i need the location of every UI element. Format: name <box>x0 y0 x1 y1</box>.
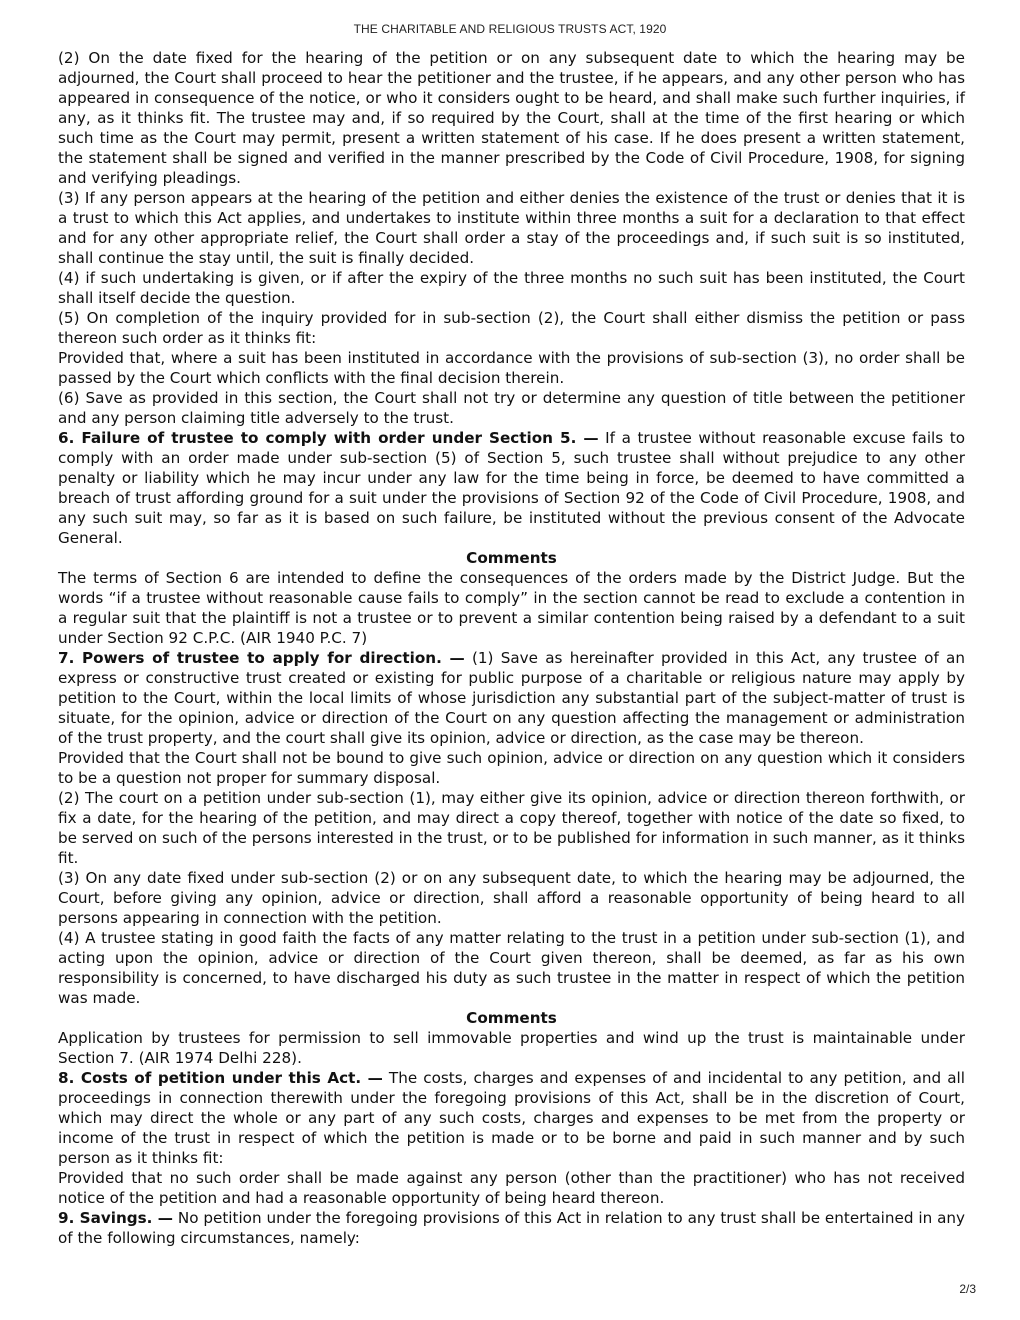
comments-heading: Comments <box>466 1009 557 1027</box>
section-paragraph <box>58 1068 965 1168</box>
section-paragraph <box>58 648 965 748</box>
section-text: (1) Save as hereinafter provided in this Act, any trustee of an express or constructive trust created or existing for public purpose of a charitable or religious nature may apply by petition to the Court, within the local limits of whose jurisdiction any substantial part of the subject-matter of trust is situate, for the opinion, advice or direction of the Court on any question affecting the management or administration of the trust property, and the court shall give its opinion, advice or direction, as the case may be thereon. <box>58 649 965 747</box>
paragraph: (5) On completion of the inquiry provided for in sub-section (2), the Court shall either dismiss the petition or pass thereon such order as it thinks fit: <box>58 309 965 347</box>
paragraph: (2) On the date fixed for the hearing of the petition or on any subsequent date to which the hearing may be adjourned, the Court shall proceed to hear the petitioner and the trustee, if he appears, and any other person who has appeared in consequence of the notice, or who it considers ought to be heard, and shall make such further inquiries, if any, as it thinks fit. The trustee may and, if so required by the Court, shall at the time of the first hearing or which such time as the Court may permit, present a written statement of his case. If he does present a written statement, the statement shall be signed and verified in the manner prescribed by the Code of Civil Procedure, 1908, for signing and verifying pleadings. <box>58 49 965 187</box>
paragraph: Provided that, where a suit has been instituted in accordance with the provisions of sub-section (3), no order shall be passed by the Court which conflicts with the final decision therein. <box>58 349 965 387</box>
paragraph: (4) A trustee stating in good faith the facts of any matter relating to the trust in a petition under sub-section (1), and acting upon the opinion, advice or direction of the Court given thereon, shall be deemed, as far as his own responsibility is concerned, to have discharged his duty as such trustee in the matter in respect of which the petition was made. <box>58 929 965 1007</box>
section-heading: 7. Powers of trustee to apply for direction. — <box>58 649 465 667</box>
paragraph: (4) if such undertaking is given, or if after the expiry of the three months no such suit has been instituted, the Court shall itself decide the question. <box>58 269 965 307</box>
paragraph: (3) On any date fixed under sub-section (2) or on any subsequent date, to which the hearing may be adjourned, the Court, before giving any opinion, advice or direction, shall afford a reasonable opportunity of being heard to all persons appearing in connection with the petition. <box>58 869 965 927</box>
paragraph: The terms of Section 6 are intended to define the consequences of the orders made by the District Judge. But the words “if a trustee without reasonable cause fails to comply” in the section cannot be read to exclude a contention in a regular suit that the plaintiff is not a trustee or to prevent a similar contention being raised by a defendant to a suit under Section 92 C.P.C. (AIR 1940 P.C. 7) <box>58 569 965 647</box>
section-paragraph <box>58 428 965 548</box>
section-heading: 6. Failure of trustee to comply with order under Section 5. — <box>58 429 599 447</box>
page-number: 2/3 <box>959 1282 976 1296</box>
section-heading: 8. Costs of petition under this Act. — <box>58 1069 383 1087</box>
paragraph: Provided that the Court shall not be bound to give such opinion, advice or direction on any question which it considers to be a question not proper for summary disposal. <box>58 749 965 787</box>
section-text: The costs, charges and expenses of and incidental to any petition, and all proceedings in connection therewith under the foregoing provisions of this Act, shall be in the discretion of Court, which may direct the whole or any part of any such costs, charges and expenses to be met from the property or income of the trust in respect of which the petition is made or to be borne and paid in such manner and by such person as it thinks fit: <box>58 1069 965 1167</box>
section-paragraph <box>58 1208 965 1248</box>
comments-heading: Comments <box>466 549 557 567</box>
document-body <box>58 48 965 1248</box>
paragraph: Application by trustees for permission to sell immovable properties and wind up the trust is maintainable under Section 7. (AIR 1974 Delhi 228). <box>58 1029 965 1067</box>
paragraph: (6) Save as provided in this section, the Court shall not try or determine any question of title between the petitioner and any person claiming title adversely to the trust. <box>58 389 965 427</box>
section-text: If a trustee without reasonable excuse fails to comply with an order made under sub-section (5) of Section 5, such trustee shall without prejudice to any other penalty or liability which he may incur under any law for the time being in force, be deemed to have committed a breach of trust affording ground for a suit under the provisions of Section 92 of the Code of Civil Procedure, 1908, and any such suit may, so far as it is based on such failure, be instituted without the previous consent of the Advocate General. <box>58 429 965 547</box>
section-text: No petition under the foregoing provisions of this Act in relation to any trust shall be entertained in any of the following circumstances, namely: <box>58 1209 965 1247</box>
paragraph: (2) The court on a petition under sub-section (1), may either give its opinion, advice or direction thereon forthwith, or fix a date, for the hearing of the petition, and may direct a copy thereof, together with notice of the date so fixed, to be served on such of the persons interested in the trust, or to be published for information in such manner, as it thinks fit. <box>58 789 965 867</box>
running-header: THE CHARITABLE AND RELIGIOUS TRUSTS ACT, 1920 <box>353 22 667 36</box>
section-heading: 9. Savings. — <box>58 1209 173 1227</box>
paragraph: (3) If any person appears at the hearing of the petition and either denies the existence of the trust or denies that it is a trust to which this Act applies, and undertakes to institute within three months a suit for a declaration to that effect and for any other appropriate relief, the Court shall order a stay of the proceedings and, if such suit is so instituted, shall continue the stay until, the suit is finally decided. <box>58 189 965 267</box>
paragraph: Provided that no such order shall be made against any person (other than the practitioner) who has not received notice of the petition and had a reasonable opportunity of being heard thereon. <box>58 1169 965 1207</box>
